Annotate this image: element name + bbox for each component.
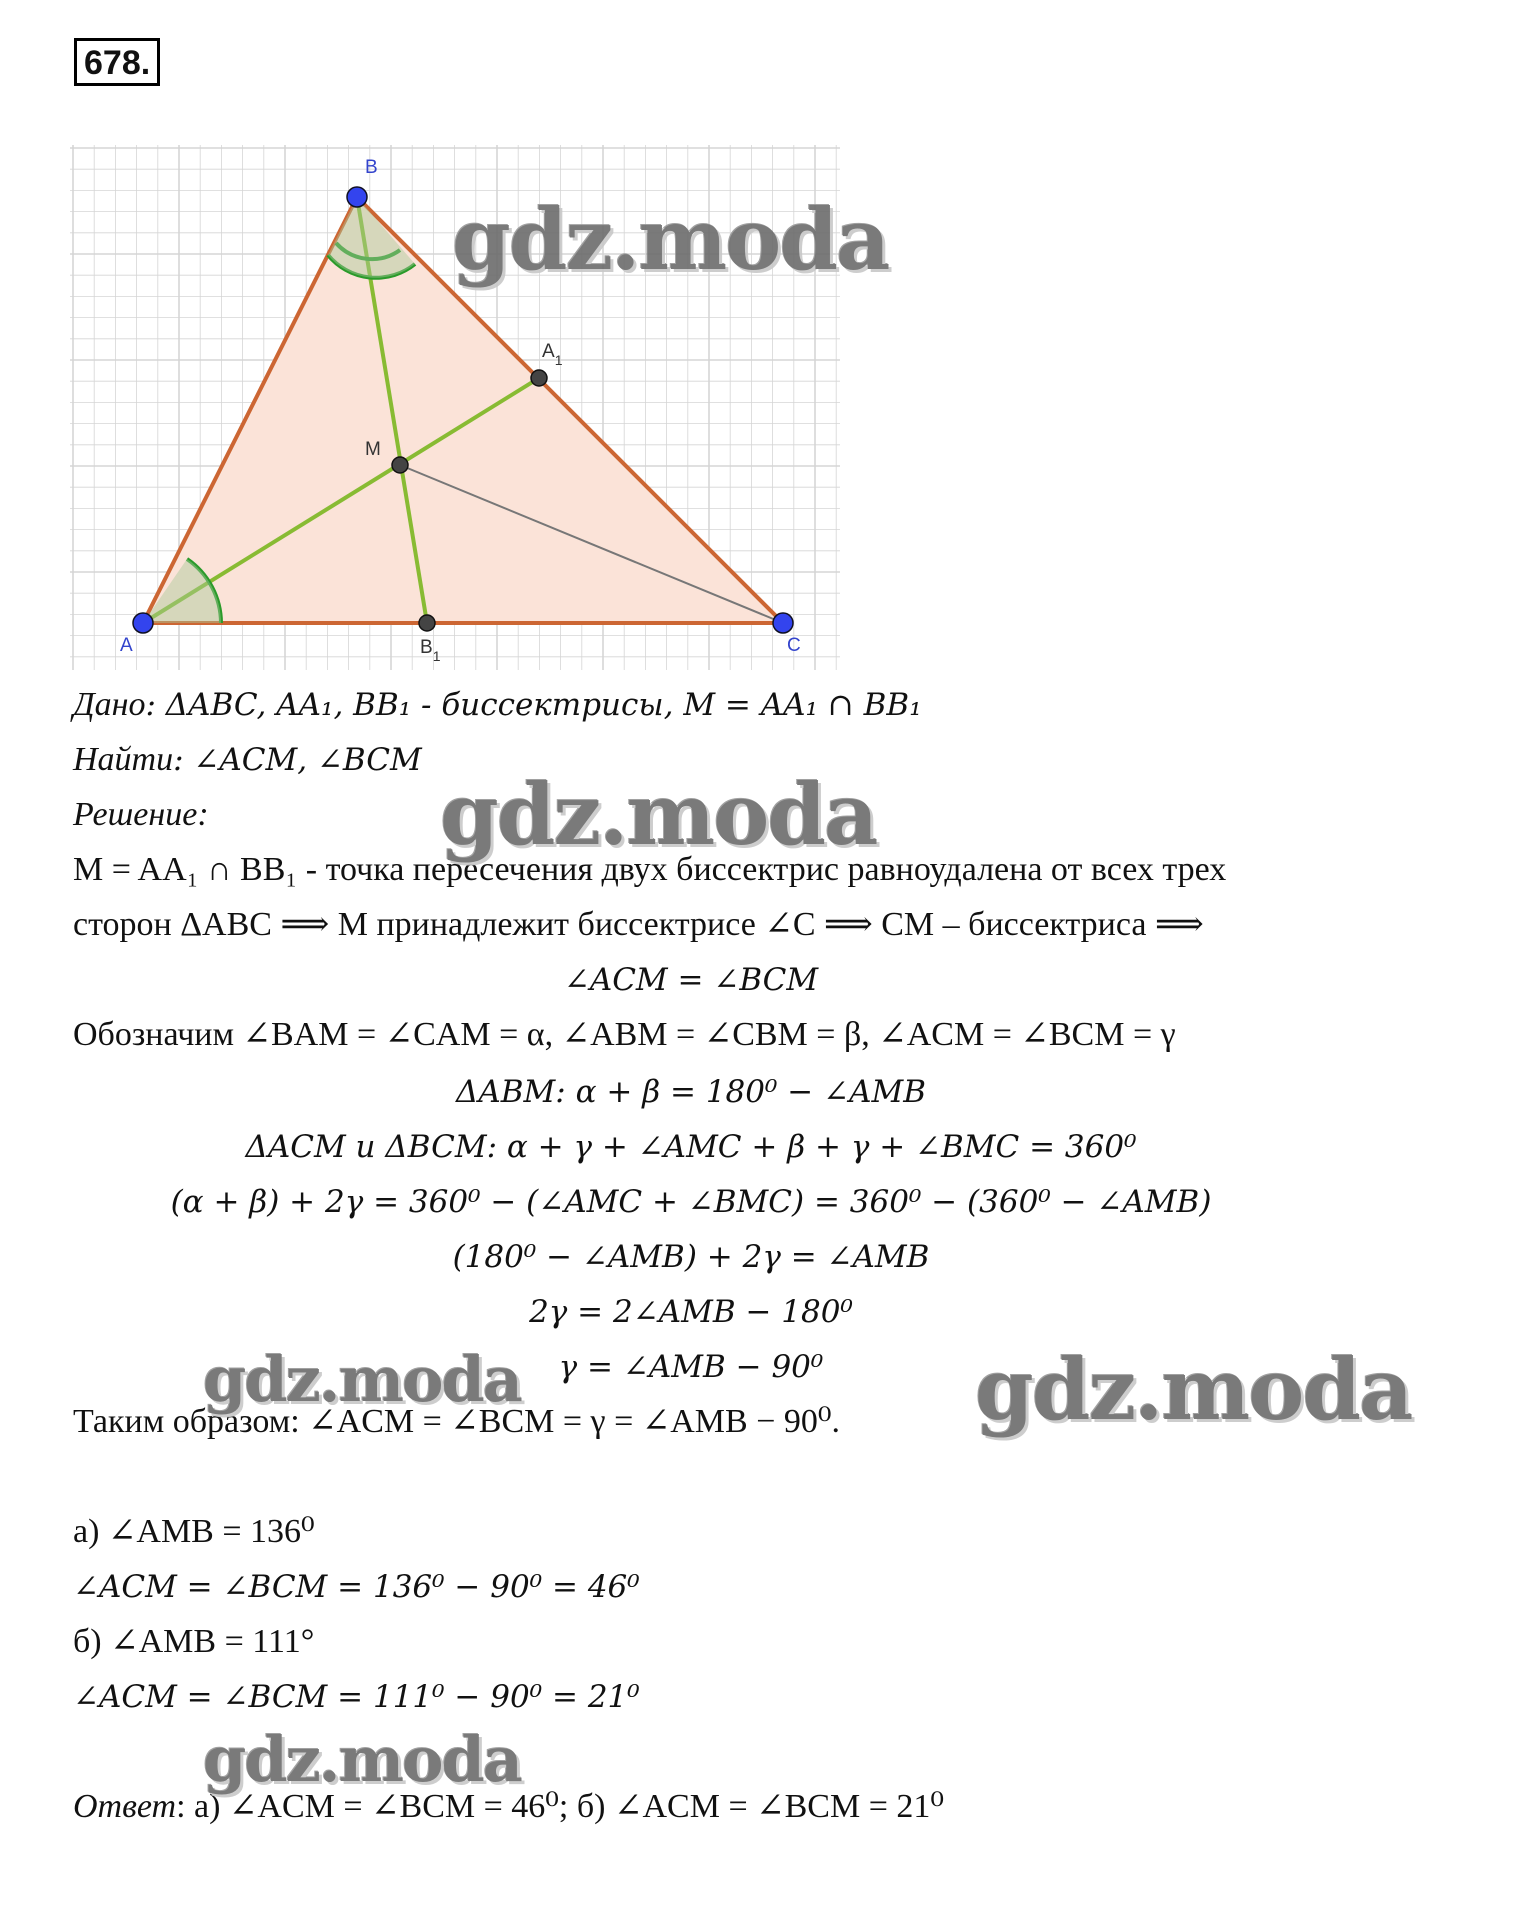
solution-line-1: M = AA₁ ∩ BB₁ - точка пересечения двух биссектрис равноудалена от всех трех: [73, 851, 1227, 888]
watermark-logo: gdz.moda: [975, 1340, 1412, 1439]
equation-4: (180⁰ − ∠AMB) + 2γ = ∠AMB: [452, 1239, 930, 1275]
label-b: B: [365, 157, 378, 178]
vertex-b: [347, 187, 367, 207]
label-b1: $B_1$: [420, 637, 441, 664]
watermark-logo: gdz.moda: [440, 765, 877, 864]
watermark-logo: gdz.moda: [203, 1723, 521, 1796]
conclusion-line: Таким образом: ∠ACM = ∠BCM = γ = ∠AMB − 90⁰.: [73, 1403, 841, 1440]
given-line: Дано: ΔABC, AA₁, BB₁ - биссектрисы, M = AA₁ ∩ BB₁: [73, 686, 922, 723]
find-line: Найти: ∠ACM, ∠BCM: [73, 741, 422, 778]
denote-line: Обозначим ∠BAM = ∠CAM = α, ∠ABM = ∠CBM = β, ∠ACM = ∠BCM = γ: [73, 1016, 1176, 1053]
solution-heading: Решение:: [73, 796, 209, 833]
label-m: M: [365, 439, 381, 460]
label-a: A: [120, 635, 133, 656]
part-a-result: ∠ACM = ∠BCM = 136⁰ − 90⁰ = 46⁰: [73, 1569, 640, 1605]
label-a1: $A_1$: [542, 341, 563, 368]
vertex-c: [773, 613, 793, 633]
equation-3: (α + β) + 2γ = 360⁰ − (∠AMC + ∠BMC) = 360⁰ − (360⁰ − ∠AMB): [170, 1184, 1212, 1220]
equation-2: ΔACM и ΔBCM: α + γ + ∠AMC + β + γ + ∠BMC = 360⁰: [245, 1129, 1137, 1165]
part-b-result: ∠ACM = ∠BCM = 111⁰ − 90⁰ = 21⁰: [73, 1679, 640, 1715]
answer-line: Ответ: а) ∠ACM = ∠BCM = 46⁰; б) ∠ACM = ∠BCM = 21⁰: [73, 1788, 945, 1825]
label-c: C: [787, 635, 801, 656]
watermark-logo: gdz.moda: [452, 190, 889, 289]
task-number: 678.: [74, 38, 160, 86]
watermark-logo: gdz.moda: [203, 1343, 521, 1416]
solution-line-2: сторон ΔABC ⟹ M принадлежит биссектрисе ∠C ⟹ CM – биссектриса ⟹: [73, 906, 1204, 943]
equation-1: ΔABM: α + β = 180⁰ − ∠AMB: [456, 1074, 926, 1110]
part-b-given: б) ∠AMB = 111°: [73, 1623, 315, 1660]
point-b1: [419, 615, 435, 631]
point-a1: [531, 370, 547, 386]
equation-5: 2γ = 2∠AMB − 180⁰: [529, 1294, 853, 1330]
equation-6: γ = ∠AMB − 90⁰: [558, 1349, 824, 1385]
point-m: [392, 457, 408, 473]
vertex-a: [133, 613, 153, 633]
solution-line-3: ∠ACM = ∠BCM: [563, 962, 819, 998]
part-a-given: а) ∠AMB = 136⁰: [73, 1513, 315, 1550]
